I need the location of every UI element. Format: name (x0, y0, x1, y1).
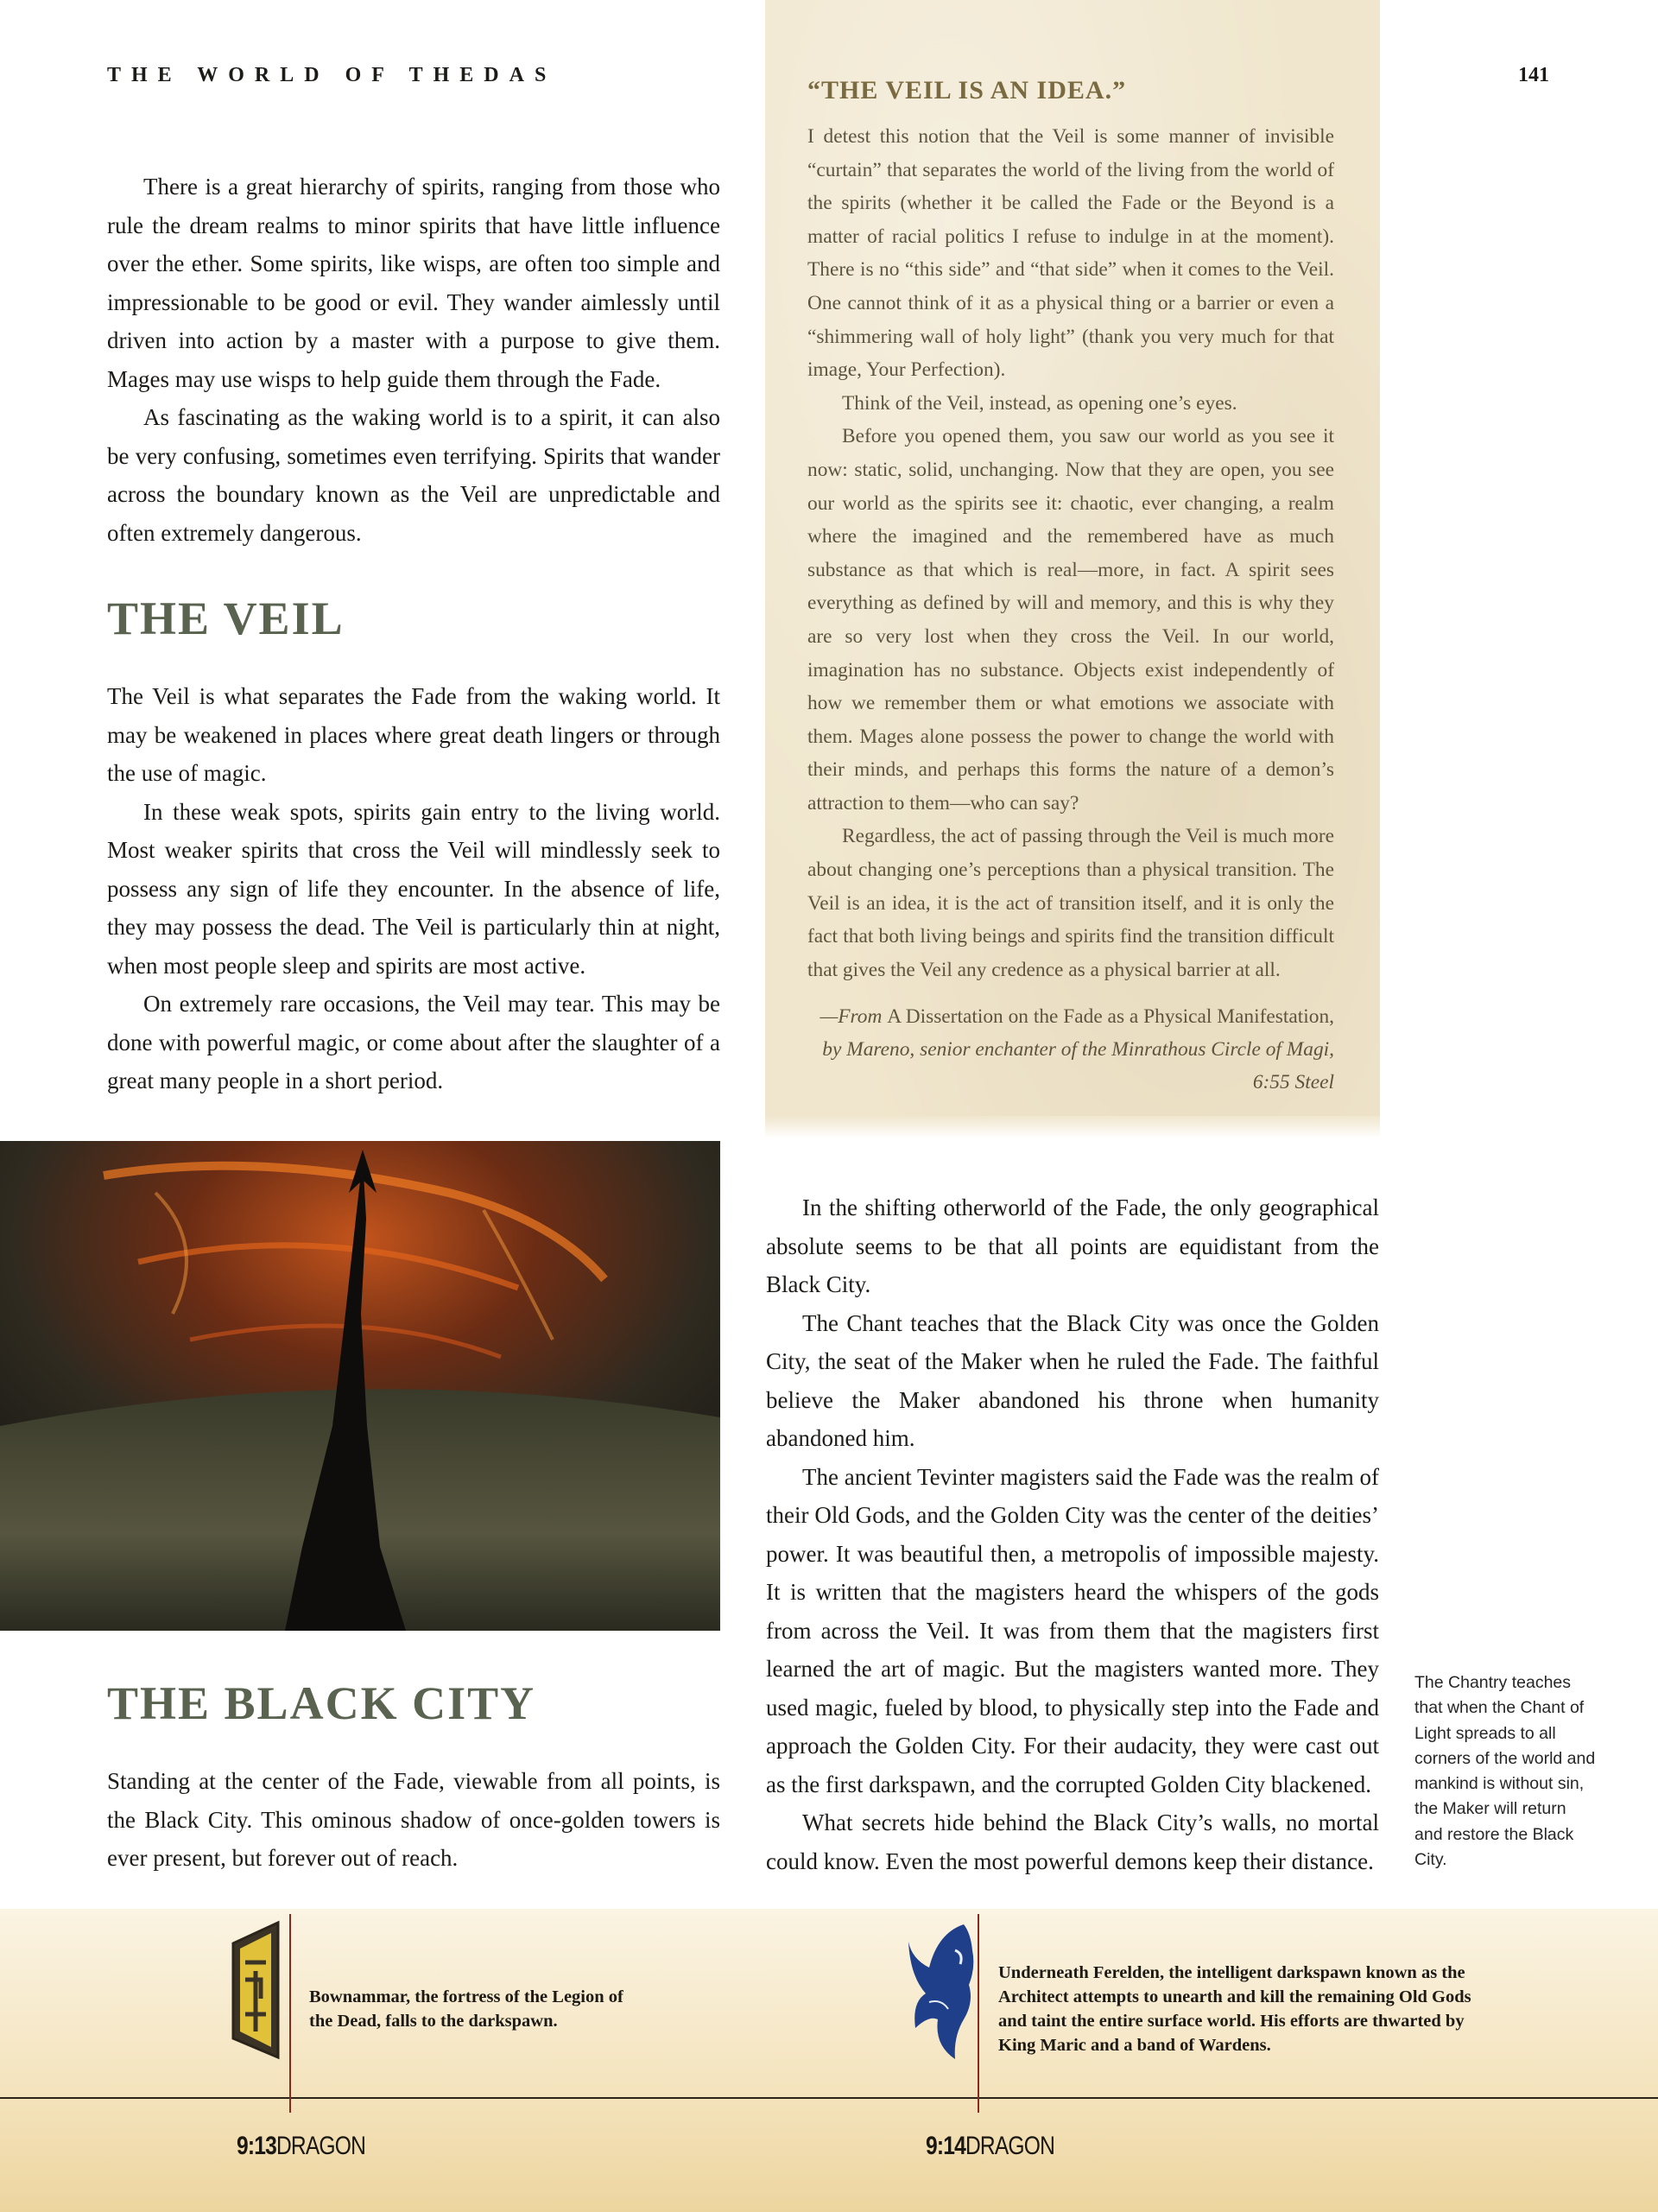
margin-note: The Chantry teaches that when the Chant of Light spreads to all corners of the world and mankind is without sin, the Maker will return and restore the Black City. (1414, 1673, 1596, 1870)
year-number: 9:14 (926, 2132, 965, 2160)
timeline-tick (978, 1914, 979, 2113)
paragraph: As fascinating as the waking world is to a spirit, it can also be very confusing, sometimes even terrifying. Spirits that wander across the boundary known as the Veil are unpredictable and often extremely dangerous. (107, 404, 720, 546)
sidebar-paragraph: Before you opened them, you saw our world as you see it now: static, solid, unchanging. Now that they are open, you see our world as the spirits see it: chaotic, ever changing, a realm where the imagined and the remembered have as much substance as that which is real—more, in fact. A spirit sees everything as defined by will and memory, and this is why they are so very lost when they cross the Veil. In our world, imagination has no substance. Objects exist independently of how we remember them or what emotions we associate with them. Mages alone possess the power to change the world with their minds, and perhaps this forms the nature of a demon’s attraction to them—who can say? (807, 425, 1334, 814)
section-heading-the-veil: THE VEIL (107, 593, 345, 644)
page-number: 141 (1518, 64, 1549, 86)
paragraph: The ancient Tevinter magisters said the Fade was the realm of their Old Gods, and the Golden City was the center of the deities’ power. It was beautiful then, a metropolis of impossible majesty. It is written that the magisters heard the whispers of the gods from across the Veil. It was from them that the magisters first learned the art of magic. But the magisters wanted more. They used magic, fueled by blood, to physically step into the Fade and approach the Golden City. For their audacity, they were cast out as the first darkspawn, and the corrupted Golden City blackened. (766, 1463, 1379, 1797)
sidebar-text (807, 120, 1334, 986)
sidebar-paragraph: Think of the Veil, instead, as opening one’s eyes. (842, 391, 1237, 415)
running-head: THE WORLD OF THEDAS (107, 64, 557, 86)
sidebar-title: “THE VEIL IS AN IDEA.” (807, 76, 1127, 105)
sidebar-paragraph: I detest this notion that the Veil is some manner of invisible “curtain” that separates the world of the living from the world of the spirits (whether it be called the Fade or the Beyond is a matter of racial politics I refuse to indulge in at the moment). There is no “this side” and “that side” when it comes to the Veil. One cannot think of it as a physical thing or a barrier or even a “shimmering wall of holy light” (thank you very much for that image, Your Perfection). (807, 125, 1334, 382)
black-city-illustration (0, 1141, 720, 1631)
attribution-prefix: —From (820, 1005, 883, 1028)
grey-warden-griffon-icon (903, 1916, 978, 2064)
year-age: DRAGON (275, 2132, 366, 2160)
year-age: DRAGON (965, 2132, 1055, 2160)
attribution-work-title: A Dissertation on the Fade as a Physical Manifestation, (887, 1005, 1334, 1028)
paragraph: What secrets hide behind the Black City’s walls, no mortal could know. Even the most powerful demons keep their distance. (766, 1810, 1379, 1874)
timeline-event-text: Underneath Ferelden, the intelligent darkspawn known as the Architect attempts to unearth and kill the remaining Old Gods and taint the entire surface world. His efforts are thwarted by King Maric and a band of Wardens. (998, 1963, 1471, 2055)
paragraph: The Chant teaches that the Black City was once the Golden City, the seat of the Maker when he ruled the Fade. The faithful believe the Maker abandoned his throne when humanity abandoned him. (766, 1309, 1379, 1451)
timeline-year (926, 2132, 1054, 2161)
attribution-author: by Mareno, senior enchanter of the Minrathous Circle of Magi, 6:55 Steel (822, 1038, 1334, 1093)
timeline-tick (289, 1914, 291, 2113)
paragraph: In these weak spots, spirits gain entry to the living world. Most weaker spirits that cross the Veil will mindlessly seek to possess any sign of life they encounter. In the absence of life, they may possess the dead. The Veil is particularly thin at night, when most people sleep and spirits are most active. (107, 798, 720, 979)
sidebar-attribution (807, 1000, 1334, 1099)
timeline-rule (0, 2097, 1658, 2099)
sidebar-paragraph: Regardless, the act of passing through the Veil is much more about changing one’s perceptions than a physical transition. The Veil is an idea, it is the act of transition itself, and it is only the fact that both living beings and spirits find the transition difficult that gives the Veil any credence as a physical barrier at all. (807, 825, 1334, 981)
timeline-event-text: Bownammar, the fortress of the Legion of the Dead, falls to the darkspawn. (309, 1987, 623, 2031)
sidebar-torn-edge (765, 1116, 1380, 1138)
dwarven-shield-icon (226, 1919, 290, 2064)
right-column-text (766, 1188, 1379, 1880)
paragraph: There is a great hierarchy of spirits, ranging from those who rule the dream realms to minor spirits that have little influence over the ether. Some spirits, like wisps, are often too simple and impressionable to be good or evil. They wander aimlessly until driven into action by a master with a purpose to give them. Mages may use wisps to help guide them through the Fade. (107, 174, 720, 392)
paragraph: On extremely rare occasions, the Veil may tear. This may be done with powerful magic, or come about after the slaughter of a great many people in a short period. (107, 991, 720, 1093)
black-city-text (107, 1762, 720, 1878)
timeline-year (237, 2132, 365, 2161)
veil-text (107, 677, 720, 1100)
paragraph: Standing at the center of the Fade, viewable from all points, is the Black City. This ominous shadow of once-golden towers is ever present, but forever out of reach. (107, 1768, 720, 1871)
year-number: 9:13 (237, 2132, 276, 2160)
section-heading-the-black-city: THE BLACK CITY (107, 1677, 536, 1729)
intro-text (107, 168, 720, 552)
paragraph: In the shifting otherworld of the Fade, the only geographical absolute seems to be that all points are equidistant from the Black City. (766, 1195, 1379, 1297)
paragraph: The Veil is what separates the Fade from the waking world. It may be weakened in places where great death lingers or through the use of magic. (107, 683, 720, 786)
